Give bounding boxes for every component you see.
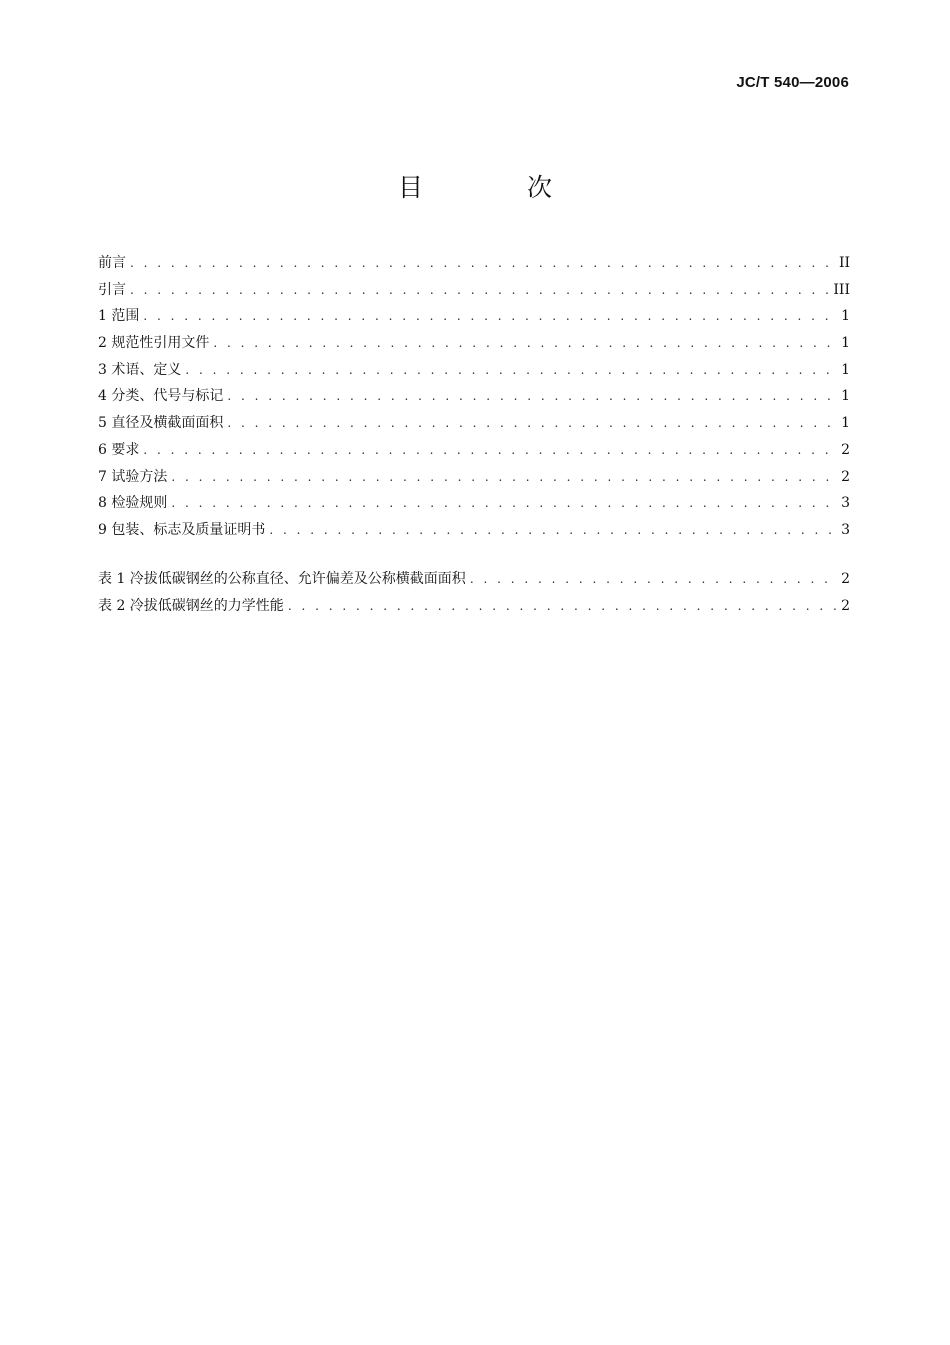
toc-entry-page: 2 (841, 441, 850, 458)
toc-entry-page: II (838, 255, 850, 271)
toc-entry-page: 3 (841, 495, 850, 512)
toc-entry[interactable] (98, 410, 850, 437)
table-entry-page: 2 (841, 597, 850, 614)
dot-leader (185, 357, 837, 384)
toc-entry-label: 9 包装、标志及质量证明书 (98, 521, 266, 538)
toc-entry-label: 4 分类、代号与标记 (98, 388, 224, 405)
toc-list (98, 250, 850, 544)
toc-entry-label: 1 范围 (98, 308, 140, 325)
toc-entry-page: 2 (841, 468, 850, 485)
toc-entry-label: 5 直径及横截面面积 (98, 415, 224, 432)
toc-entry-label: 引言 (98, 281, 126, 298)
toc-entry[interactable] (98, 303, 850, 330)
toc-entry-label: 3 术语、定义 (98, 361, 182, 378)
standard-code: JC/T 540—2006 (736, 74, 849, 91)
toc-entry[interactable] (98, 357, 850, 384)
table-entry-label: 表 2 冷拔低碳钢丝的力学性能 (98, 597, 284, 614)
dot-leader (470, 566, 837, 593)
dot-leader (143, 303, 837, 330)
table-list (98, 566, 850, 619)
dot-leader (213, 330, 837, 357)
toc-entry-label: 7 试验方法 (98, 468, 168, 485)
dot-leader (288, 593, 837, 620)
table-entry-page: 2 (841, 571, 850, 587)
toc-entry[interactable] (98, 490, 850, 517)
toc-entry[interactable] (98, 383, 850, 410)
dot-leader (269, 517, 837, 544)
toc-entry[interactable] (98, 330, 850, 357)
toc-entry[interactable] (98, 464, 850, 491)
toc-entry[interactable] (98, 277, 850, 304)
dot-leader (130, 250, 835, 277)
toc-title: 目 次 (398, 173, 600, 202)
toc-entry-page: 1 (841, 388, 850, 405)
toc-entry-page: III (833, 281, 850, 298)
toc-entry-page: 1 (841, 335, 850, 352)
dot-leader (130, 277, 829, 304)
dot-leader (143, 437, 837, 464)
table-entry-label: 表 1 冷拔低碳钢丝的公称直径、允许偏差及公称横截面面积 (98, 571, 466, 587)
toc-entry-page: 3 (841, 521, 850, 538)
toc-entry-label: 6 要求 (98, 441, 140, 458)
dot-leader (171, 490, 837, 517)
toc-entry-label: 8 检验规则 (98, 495, 168, 512)
toc-entry[interactable] (98, 517, 850, 544)
toc-entry-page: 1 (841, 308, 850, 325)
dot-leader (171, 464, 837, 491)
toc-entry[interactable] (98, 250, 850, 277)
toc-entry-page: 1 (841, 415, 850, 432)
dot-leader (227, 383, 837, 410)
toc-entry-label: 前言 (98, 255, 126, 271)
toc-entry[interactable] (98, 437, 850, 464)
toc-entry-page: 1 (841, 361, 850, 378)
table-entry[interactable] (98, 566, 850, 593)
toc-entry-label: 2 规范性引用文件 (98, 335, 210, 352)
table-entry[interactable] (98, 593, 850, 620)
dot-leader (227, 410, 837, 437)
